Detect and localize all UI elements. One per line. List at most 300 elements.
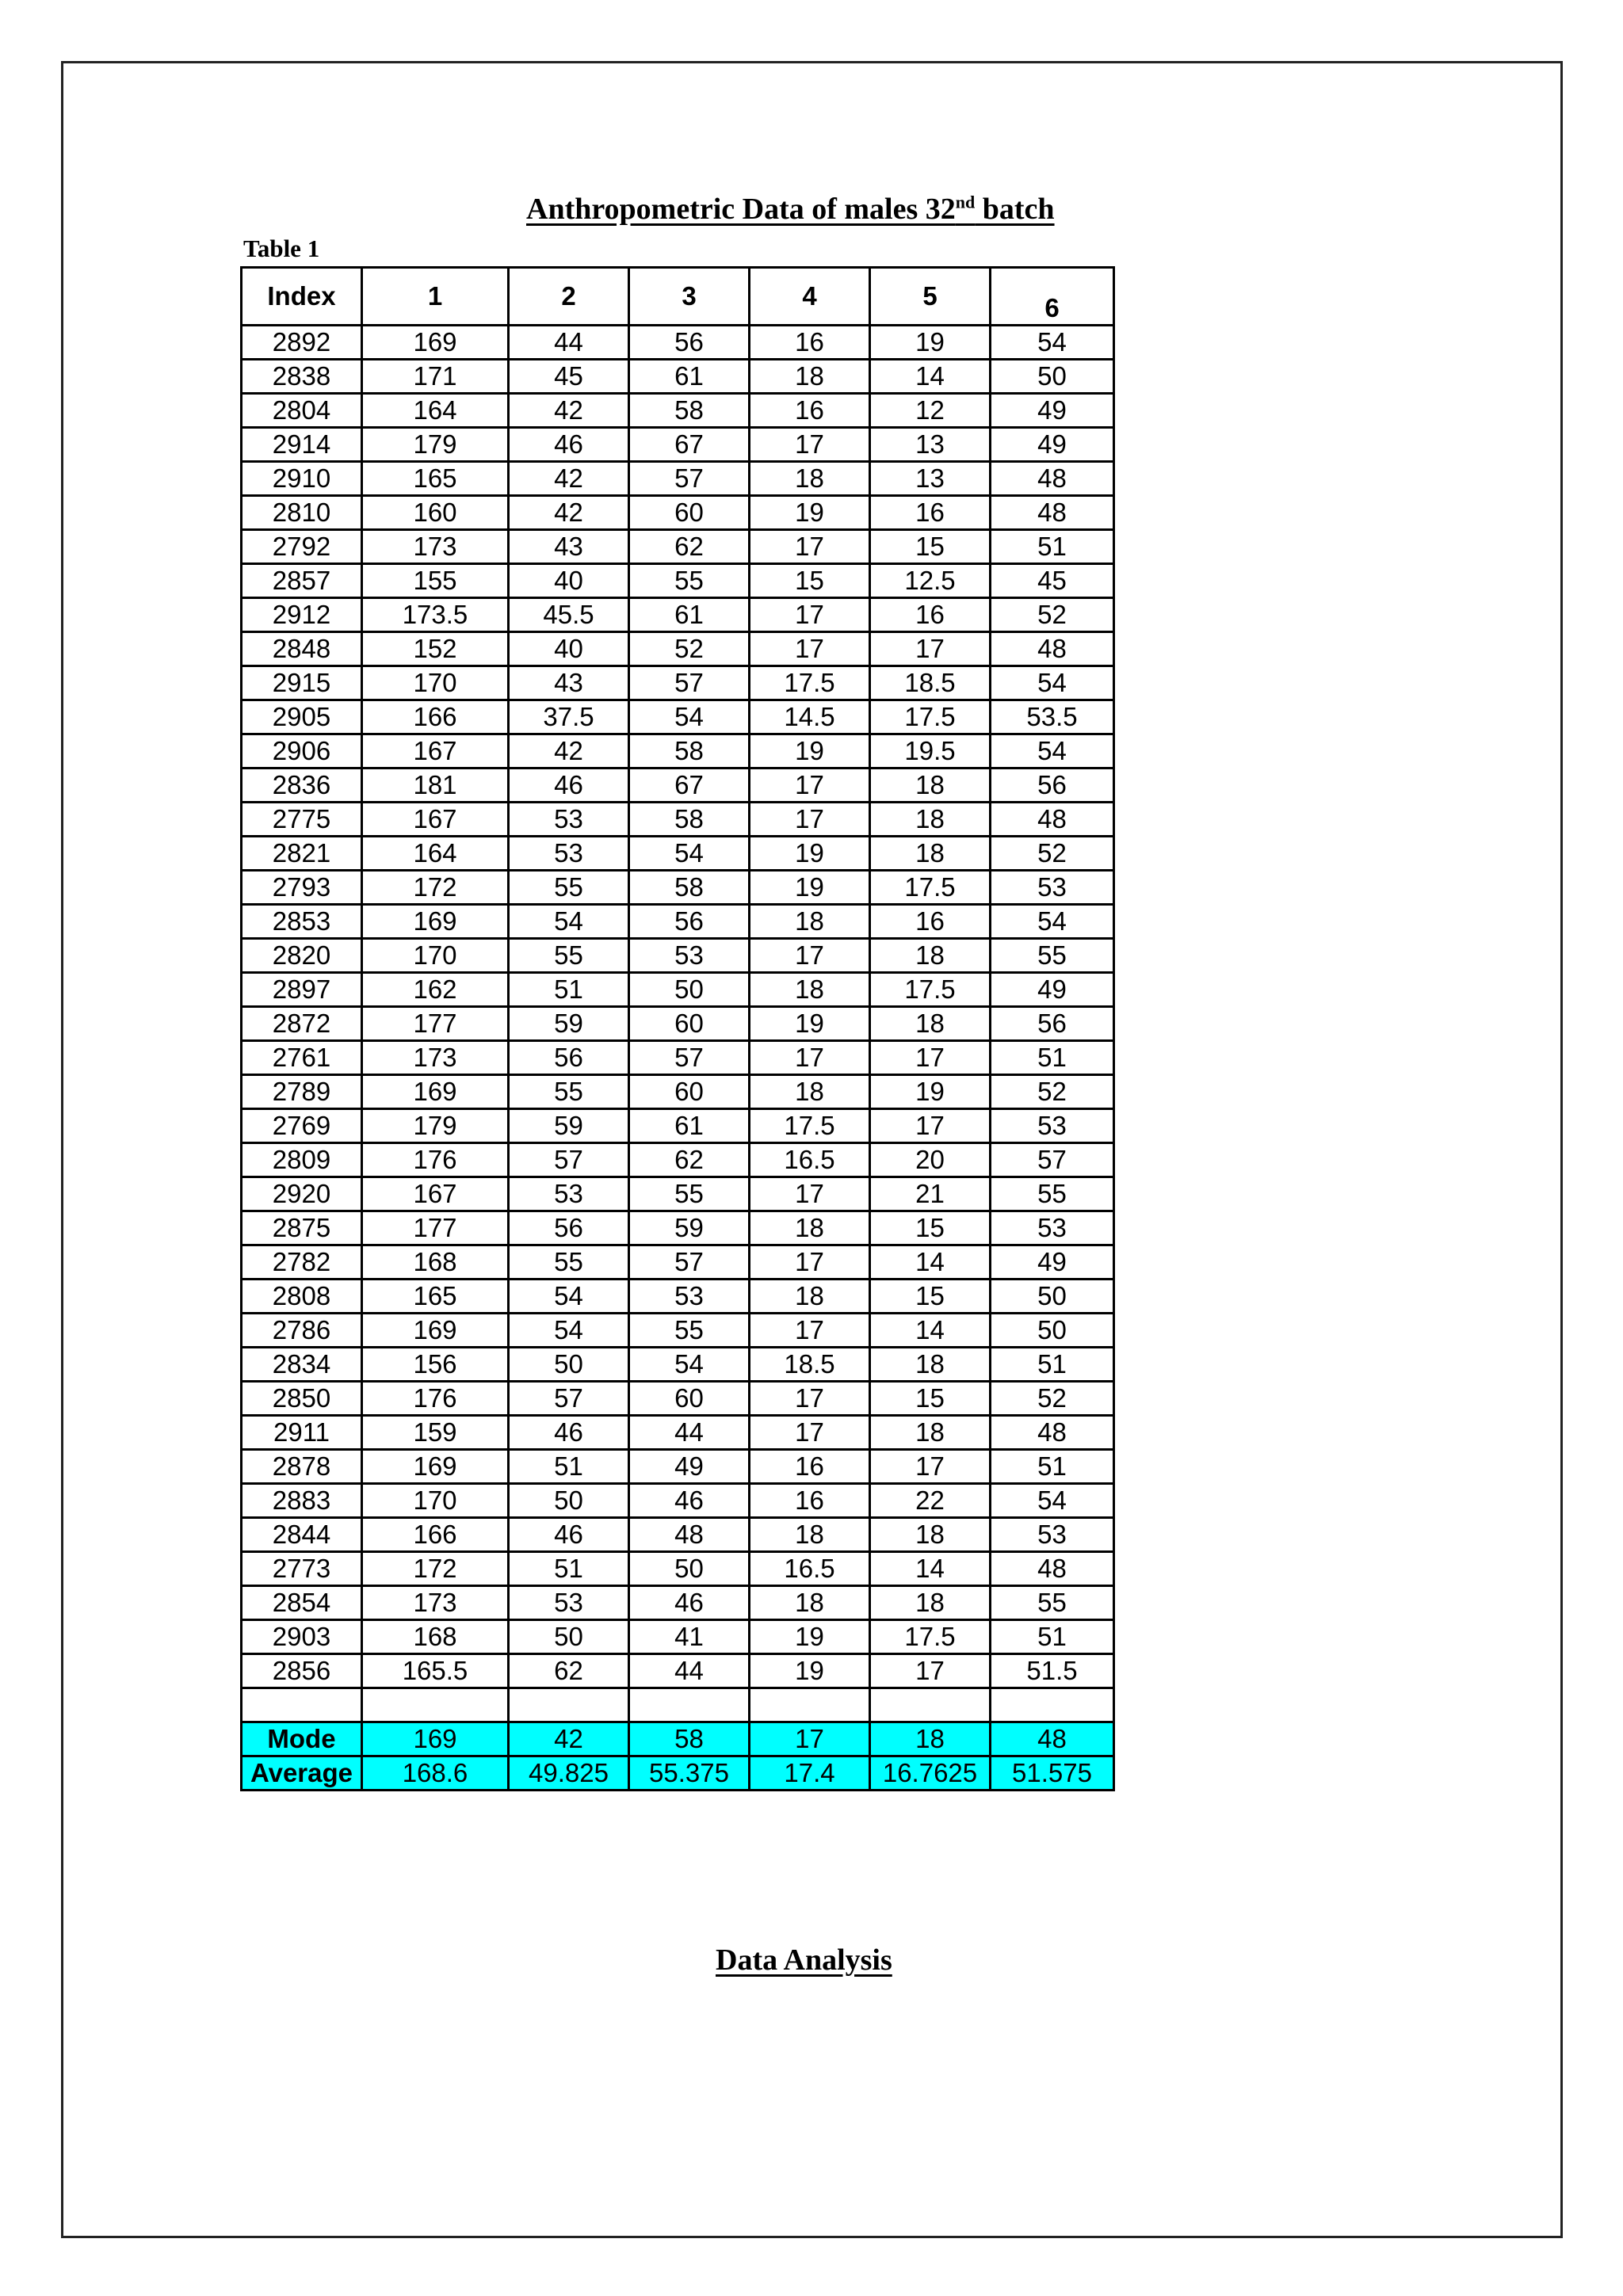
table-cell: 57 <box>509 1143 629 1177</box>
table-row <box>242 598 1114 632</box>
table-cell: 17 <box>750 803 870 837</box>
table-cell: 51 <box>991 1450 1114 1484</box>
index-cell: 2786 <box>242 1314 362 1348</box>
index-cell: 2856 <box>242 1654 362 1688</box>
index-cell: 2789 <box>242 1075 362 1109</box>
table-cell: 17 <box>750 1314 870 1348</box>
index-cell: 2820 <box>242 939 362 973</box>
table-row <box>242 1314 1114 1348</box>
table-cell: 169 <box>362 905 509 939</box>
table-cell: 55 <box>509 871 629 905</box>
summary-label: Average <box>242 1756 362 1791</box>
table-cell: 166 <box>362 1518 509 1552</box>
table-cell: 50 <box>509 1348 629 1382</box>
table-cell: 14 <box>870 360 991 394</box>
table-cell: 17 <box>750 1245 870 1280</box>
table-cell: 53 <box>991 871 1114 905</box>
column-header: 2 <box>509 268 629 326</box>
empty-cell <box>870 1688 991 1722</box>
table-cell: 18 <box>870 837 991 871</box>
table-cell: 19.5 <box>870 734 991 769</box>
table-cell: 18 <box>750 360 870 394</box>
table-row <box>242 871 1114 905</box>
table-cell: 45 <box>991 564 1114 598</box>
table-cell: 15 <box>870 530 991 564</box>
table-row <box>242 1450 1114 1484</box>
table-cell: 170 <box>362 939 509 973</box>
table-cell: 57 <box>629 666 750 700</box>
table-cell: 177 <box>362 1211 509 1245</box>
table-cell: 54 <box>509 1280 629 1314</box>
table-row <box>242 632 1114 666</box>
table-cell: 48 <box>991 462 1114 496</box>
table-row <box>242 326 1114 360</box>
empty-cell <box>991 1688 1114 1722</box>
table-row <box>242 1382 1114 1416</box>
table-cell: 14.5 <box>750 700 870 734</box>
column-header: 1 <box>362 268 509 326</box>
index-cell: 2844 <box>242 1518 362 1552</box>
table-cell: 17 <box>870 632 991 666</box>
table-cell: 173.5 <box>362 598 509 632</box>
table-cell: 18 <box>870 1586 991 1620</box>
table-cell: 61 <box>629 1109 750 1143</box>
table-cell: 18 <box>750 973 870 1007</box>
table-cell: 165 <box>362 462 509 496</box>
table-cell: 67 <box>629 428 750 462</box>
table-cell: 177 <box>362 1007 509 1041</box>
table-cell: 52 <box>991 837 1114 871</box>
table-row <box>242 496 1114 530</box>
table-row <box>242 1211 1114 1245</box>
table-cell: 17.5 <box>870 700 991 734</box>
column-header: Index <box>242 268 362 326</box>
index-cell: 2775 <box>242 803 362 837</box>
table-cell: 55 <box>629 1314 750 1348</box>
table-cell: 18.5 <box>870 666 991 700</box>
index-cell: 2910 <box>242 462 362 496</box>
empty-cell <box>629 1688 750 1722</box>
table-cell: 173 <box>362 1041 509 1075</box>
empty-cell <box>750 1688 870 1722</box>
table-cell: 17 <box>750 598 870 632</box>
table-cell: 54 <box>991 905 1114 939</box>
table-cell: 51 <box>509 1552 629 1586</box>
table-cell: 16 <box>750 326 870 360</box>
table-cell: 17 <box>750 1416 870 1450</box>
table-cell: 54 <box>991 326 1114 360</box>
table-cell: 41 <box>629 1620 750 1654</box>
table-cell: 46 <box>509 428 629 462</box>
table-row <box>242 428 1114 462</box>
table-cell: 18 <box>870 1007 991 1041</box>
table-cell: 17.5 <box>750 666 870 700</box>
index-cell: 2915 <box>242 666 362 700</box>
index-cell: 2875 <box>242 1211 362 1245</box>
table-row <box>242 1143 1114 1177</box>
table-cell: 19 <box>750 871 870 905</box>
table-cell: 164 <box>362 394 509 428</box>
empty-cell <box>509 1688 629 1722</box>
table-row <box>242 1041 1114 1075</box>
table-cell: 54 <box>629 700 750 734</box>
table-cell: 13 <box>870 428 991 462</box>
table-body <box>242 326 1114 1791</box>
table-cell: 58 <box>629 734 750 769</box>
table-cell: 15 <box>870 1211 991 1245</box>
table-cell: 48 <box>991 632 1114 666</box>
table-cell: 16 <box>750 1450 870 1484</box>
index-cell: 2821 <box>242 837 362 871</box>
table-cell: 40 <box>509 564 629 598</box>
table-cell: 156 <box>362 1348 509 1382</box>
table-cell: 61 <box>629 598 750 632</box>
table-cell: 19 <box>750 837 870 871</box>
table-cell: 166 <box>362 700 509 734</box>
average-row <box>242 1756 1114 1791</box>
table-row <box>242 1654 1114 1688</box>
table-cell: 55 <box>509 1245 629 1280</box>
empty-cell <box>242 1688 362 1722</box>
column-header: 4 <box>750 268 870 326</box>
table-cell: 62 <box>509 1654 629 1688</box>
table-cell: 17 <box>750 1382 870 1416</box>
table-cell: 16 <box>870 496 991 530</box>
table-cell: 46 <box>629 1586 750 1620</box>
table-row <box>242 769 1114 803</box>
index-cell: 2906 <box>242 734 362 769</box>
table-cell: 160 <box>362 496 509 530</box>
table-cell: 48 <box>629 1518 750 1552</box>
table-cell: 172 <box>362 1552 509 1586</box>
table-cell: 15 <box>870 1382 991 1416</box>
table-cell: 18 <box>750 1518 870 1552</box>
table-cell: 22 <box>870 1484 991 1518</box>
index-cell: 2872 <box>242 1007 362 1041</box>
table-cell: 19 <box>870 1075 991 1109</box>
table-cell: 19 <box>750 1620 870 1654</box>
index-cell: 2903 <box>242 1620 362 1654</box>
table-cell: 56 <box>509 1211 629 1245</box>
table-cell: 162 <box>362 973 509 1007</box>
summary-cell: 16.7625 <box>870 1756 991 1791</box>
table-cell: 17.5 <box>750 1109 870 1143</box>
table-cell: 59 <box>509 1109 629 1143</box>
table-cell: 155 <box>362 564 509 598</box>
table-row <box>242 462 1114 496</box>
table-cell: 17.5 <box>870 973 991 1007</box>
table-row <box>242 1007 1114 1041</box>
index-cell: 2878 <box>242 1450 362 1484</box>
table-row <box>242 734 1114 769</box>
index-cell: 2854 <box>242 1586 362 1620</box>
table-cell: 18 <box>870 1518 991 1552</box>
table-row <box>242 1416 1114 1450</box>
index-cell: 2761 <box>242 1041 362 1075</box>
table-cell: 16 <box>750 1484 870 1518</box>
summary-cell: 168.6 <box>362 1756 509 1791</box>
table-cell: 53.5 <box>991 700 1114 734</box>
table-cell: 51 <box>991 1620 1114 1654</box>
index-cell: 2853 <box>242 905 362 939</box>
table-cell: 56 <box>629 905 750 939</box>
table-cell: 50 <box>509 1620 629 1654</box>
table-cell: 152 <box>362 632 509 666</box>
table-row <box>242 530 1114 564</box>
table-cell: 169 <box>362 1450 509 1484</box>
index-cell: 2782 <box>242 1245 362 1280</box>
table-cell: 171 <box>362 360 509 394</box>
table-cell: 19 <box>750 734 870 769</box>
table-cell: 55 <box>991 1177 1114 1211</box>
table-cell: 167 <box>362 1177 509 1211</box>
table-cell: 54 <box>991 1484 1114 1518</box>
table-cell: 165.5 <box>362 1654 509 1688</box>
table-cell: 48 <box>991 1552 1114 1586</box>
table-cell: 17 <box>750 1177 870 1211</box>
table-cell: 43 <box>509 666 629 700</box>
table-cell: 42 <box>509 462 629 496</box>
table-cell: 53 <box>991 1518 1114 1552</box>
table-cell: 14 <box>870 1245 991 1280</box>
table-row <box>242 1552 1114 1586</box>
table-cell: 52 <box>991 1075 1114 1109</box>
table-cell: 44 <box>629 1416 750 1450</box>
mode-row <box>242 1722 1114 1756</box>
table-cell: 51 <box>991 1348 1114 1382</box>
index-cell: 2804 <box>242 394 362 428</box>
table-cell: 45.5 <box>509 598 629 632</box>
table-cell: 57 <box>509 1382 629 1416</box>
table-cell: 169 <box>362 1314 509 1348</box>
table-cell: 17.5 <box>870 871 991 905</box>
table-cell: 18 <box>750 462 870 496</box>
table-cell: 18 <box>750 1280 870 1314</box>
table-header-row <box>242 268 1114 326</box>
table-cell: 43 <box>509 530 629 564</box>
table-cell: 49 <box>991 428 1114 462</box>
table-cell: 46 <box>629 1484 750 1518</box>
table-cell: 18 <box>870 939 991 973</box>
table-cell: 16 <box>870 905 991 939</box>
table-cell: 56 <box>991 769 1114 803</box>
table-cell: 19 <box>750 496 870 530</box>
table-cell: 37.5 <box>509 700 629 734</box>
table-cell: 57 <box>629 1041 750 1075</box>
table-cell: 169 <box>362 1075 509 1109</box>
table-cell: 20 <box>870 1143 991 1177</box>
table-cell: 52 <box>629 632 750 666</box>
table-cell: 18 <box>750 1211 870 1245</box>
table-cell: 53 <box>991 1109 1114 1143</box>
table-cell: 46 <box>509 1416 629 1450</box>
index-cell: 2793 <box>242 871 362 905</box>
table-cell: 17.5 <box>870 1620 991 1654</box>
index-cell: 2911 <box>242 1416 362 1450</box>
table-cell: 181 <box>362 769 509 803</box>
table-cell: 167 <box>362 734 509 769</box>
table-row <box>242 1484 1114 1518</box>
table-row <box>242 360 1114 394</box>
table-cell: 51 <box>991 1041 1114 1075</box>
index-cell: 2912 <box>242 598 362 632</box>
index-cell: 2769 <box>242 1109 362 1143</box>
table-cell: 13 <box>870 462 991 496</box>
summary-cell: 51.575 <box>991 1756 1114 1791</box>
index-cell: 2850 <box>242 1382 362 1416</box>
table-cell: 14 <box>870 1552 991 1586</box>
index-cell: 2834 <box>242 1348 362 1382</box>
table-cell: 44 <box>629 1654 750 1688</box>
table-cell: 18 <box>750 905 870 939</box>
table-cell: 19 <box>750 1654 870 1688</box>
table-cell: 165 <box>362 1280 509 1314</box>
table-cell: 51 <box>509 973 629 1007</box>
table-cell: 48 <box>991 496 1114 530</box>
table-cell: 55 <box>991 1586 1114 1620</box>
summary-cell: 48 <box>991 1722 1114 1756</box>
table-cell: 16 <box>870 598 991 632</box>
table-cell: 40 <box>509 632 629 666</box>
table-cell: 67 <box>629 769 750 803</box>
table-cell: 12 <box>870 394 991 428</box>
table-cell: 57 <box>629 462 750 496</box>
table-row <box>242 666 1114 700</box>
table-cell: 51.5 <box>991 1654 1114 1688</box>
table-cell: 54 <box>509 1314 629 1348</box>
table-cell: 176 <box>362 1143 509 1177</box>
table-cell: 17 <box>870 1654 991 1688</box>
table-cell: 54 <box>991 734 1114 769</box>
table-cell: 57 <box>629 1245 750 1280</box>
table-cell: 17 <box>750 939 870 973</box>
table-cell: 57 <box>991 1143 1114 1177</box>
table-cell: 51 <box>509 1450 629 1484</box>
table-cell: 170 <box>362 666 509 700</box>
table-cell: 172 <box>362 871 509 905</box>
table-cell: 50 <box>509 1484 629 1518</box>
table-cell: 51 <box>991 530 1114 564</box>
table-cell: 17 <box>750 632 870 666</box>
table-cell: 17 <box>870 1450 991 1484</box>
table-cell: 50 <box>991 360 1114 394</box>
table-cell: 46 <box>509 1518 629 1552</box>
table-cell: 19 <box>870 326 991 360</box>
table-cell: 18 <box>870 1348 991 1382</box>
table-cell: 179 <box>362 428 509 462</box>
table-cell: 173 <box>362 1586 509 1620</box>
table-cell: 59 <box>509 1007 629 1041</box>
table-cell: 17 <box>870 1041 991 1075</box>
index-cell: 2920 <box>242 1177 362 1211</box>
table-cell: 60 <box>629 1007 750 1041</box>
summary-cell: 18 <box>870 1722 991 1756</box>
table-cell: 164 <box>362 837 509 871</box>
table-cell: 58 <box>629 871 750 905</box>
table-row <box>242 1620 1114 1654</box>
table-cell: 12.5 <box>870 564 991 598</box>
table-cell: 15 <box>750 564 870 598</box>
index-cell: 2897 <box>242 973 362 1007</box>
table-row <box>242 837 1114 871</box>
table-row <box>242 1586 1114 1620</box>
table-cell: 50 <box>991 1280 1114 1314</box>
index-cell: 2905 <box>242 700 362 734</box>
index-cell: 2773 <box>242 1552 362 1586</box>
index-cell: 2892 <box>242 326 362 360</box>
table-row <box>242 1280 1114 1314</box>
table-cell: 53 <box>509 1586 629 1620</box>
page-title: Anthropometric Data of males 32nd batch <box>526 192 1055 226</box>
index-cell: 2810 <box>242 496 362 530</box>
table-cell: 61 <box>629 360 750 394</box>
table-cell: 53 <box>991 1211 1114 1245</box>
summary-cell: 58 <box>629 1722 750 1756</box>
index-cell: 2857 <box>242 564 362 598</box>
table-cell: 49 <box>991 1245 1114 1280</box>
column-header: 3 <box>629 268 750 326</box>
table-cell: 17 <box>750 1041 870 1075</box>
index-cell: 2914 <box>242 428 362 462</box>
table-cell: 17 <box>870 1109 991 1143</box>
table-row <box>242 700 1114 734</box>
summary-cell: 42 <box>509 1722 629 1756</box>
table-cell: 53 <box>629 939 750 973</box>
table-cell: 46 <box>509 769 629 803</box>
table-cell: 53 <box>509 803 629 837</box>
table-row <box>242 939 1114 973</box>
table-cell: 50 <box>629 973 750 1007</box>
table-row <box>242 905 1114 939</box>
table-cell: 21 <box>870 1177 991 1211</box>
index-cell: 2808 <box>242 1280 362 1314</box>
table-cell: 55 <box>509 1075 629 1109</box>
table-cell: 167 <box>362 803 509 837</box>
table-row <box>242 1109 1114 1143</box>
table-cell: 55 <box>629 564 750 598</box>
table-cell: 62 <box>629 1143 750 1177</box>
summary-cell: 169 <box>362 1722 509 1756</box>
table-cell: 54 <box>991 666 1114 700</box>
table-cell: 18 <box>750 1075 870 1109</box>
table-cell: 54 <box>509 905 629 939</box>
table-caption: Table 1 <box>243 235 320 262</box>
table-cell: 53 <box>509 837 629 871</box>
table-cell: 52 <box>991 598 1114 632</box>
table-cell: 59 <box>629 1211 750 1245</box>
table-cell: 50 <box>991 1314 1114 1348</box>
table-cell: 48 <box>991 803 1114 837</box>
table-cell: 19 <box>750 1007 870 1041</box>
table-cell: 17 <box>750 428 870 462</box>
table-row <box>242 564 1114 598</box>
table-row <box>242 1177 1114 1211</box>
table-cell: 176 <box>362 1382 509 1416</box>
table-cell: 54 <box>629 837 750 871</box>
table-row <box>242 394 1114 428</box>
table-cell: 18 <box>870 803 991 837</box>
table-cell: 56 <box>509 1041 629 1075</box>
table-cell: 55 <box>991 939 1114 973</box>
table-cell: 60 <box>629 496 750 530</box>
table-cell: 18 <box>750 1586 870 1620</box>
table-cell: 14 <box>870 1314 991 1348</box>
index-cell: 2883 <box>242 1484 362 1518</box>
table-cell: 53 <box>629 1280 750 1314</box>
table-cell: 18.5 <box>750 1348 870 1382</box>
table-row <box>242 803 1114 837</box>
table-cell: 54 <box>629 1348 750 1382</box>
